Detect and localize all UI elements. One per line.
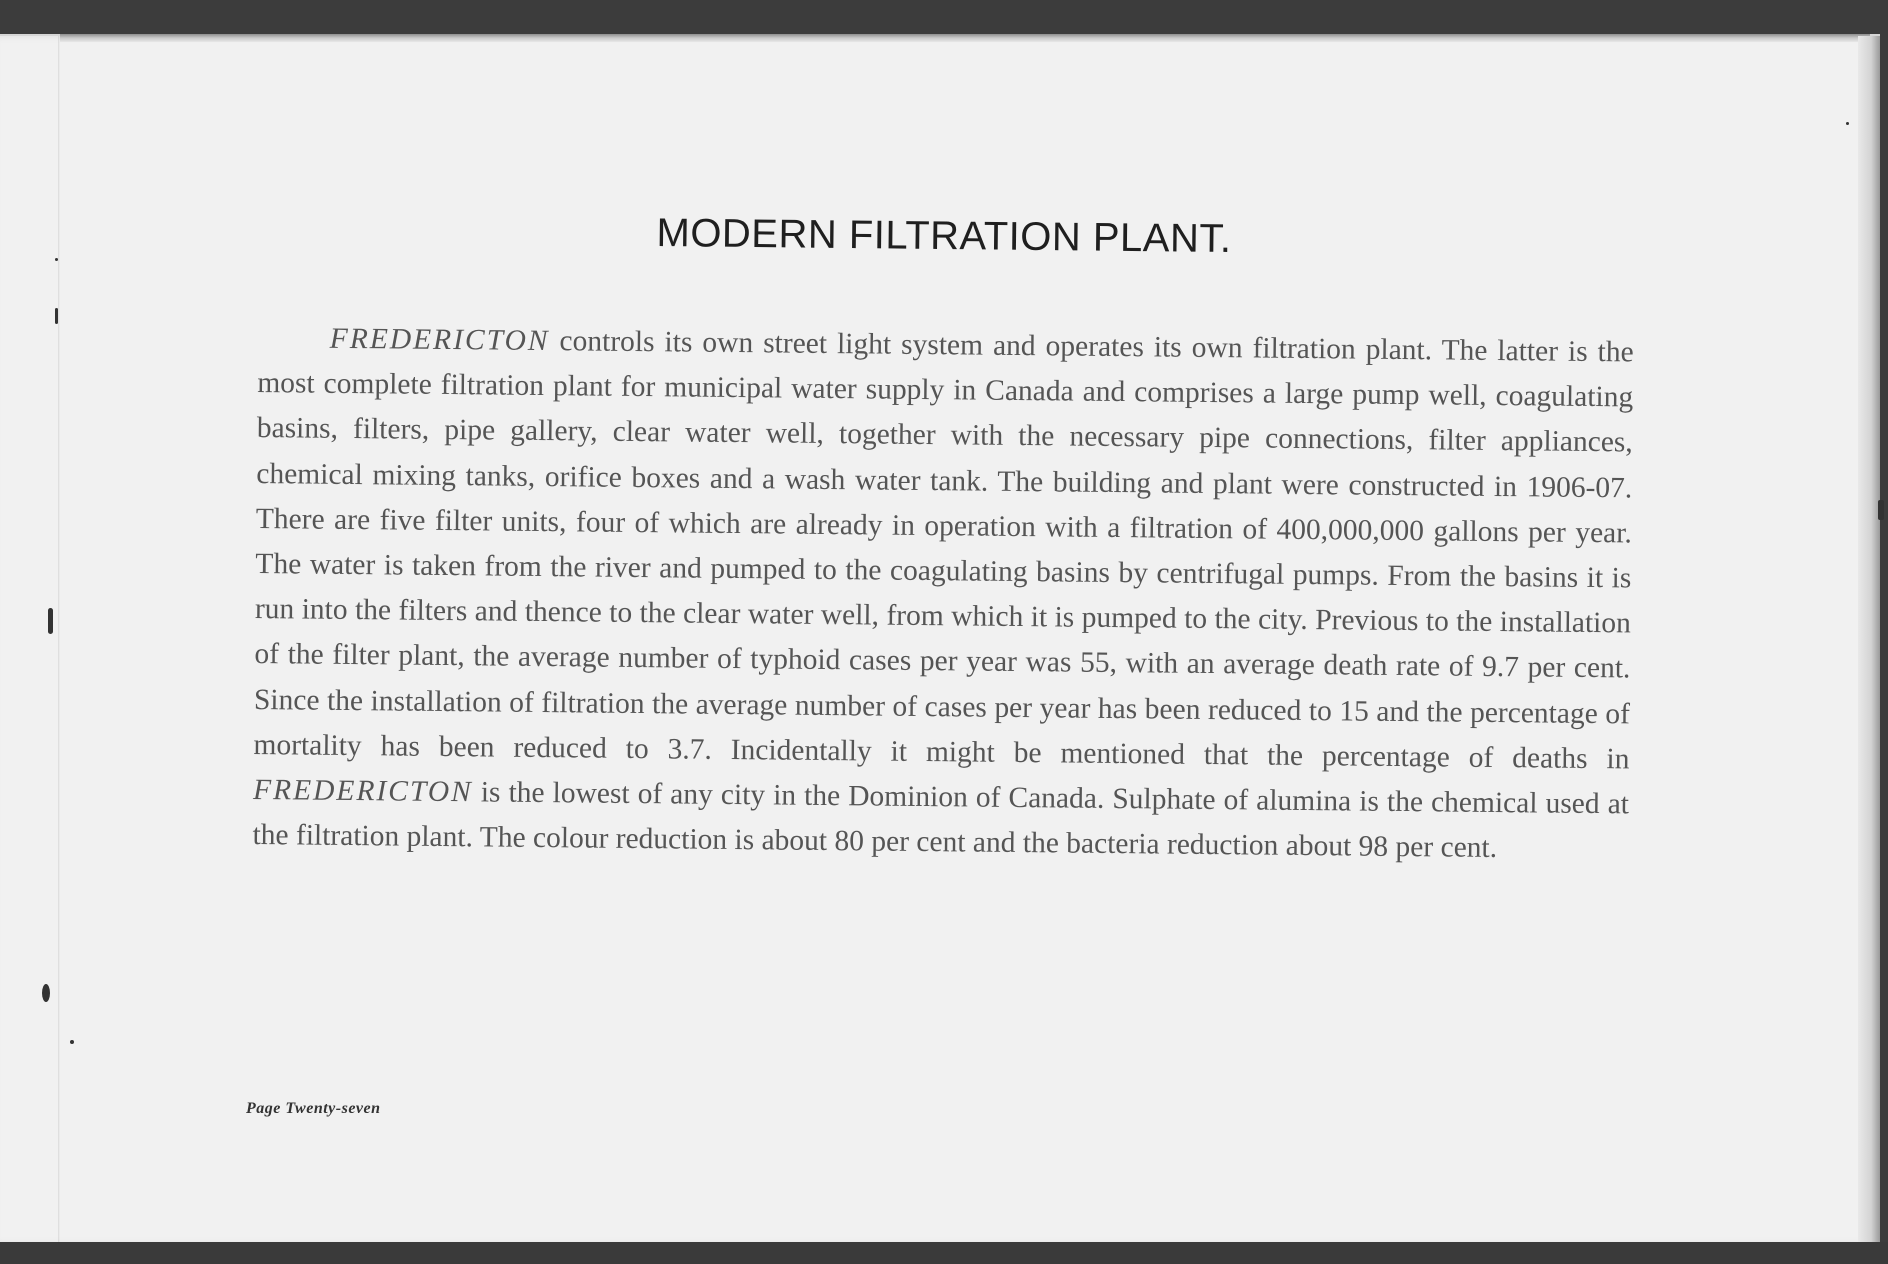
paragraph-text-part-1: controls its own street light system and operates its own filtration plant. The latter is the most complete filtration plant for municipal water supply in Canada and comprises a large pump well, coagulating basins, filters, pipe gallery, clear water well, together with the necessary pipe connections, filter appliances, chemical mixing tanks, orifice boxes and a wash water tank. The building and plant were constructed in 1906-07. There are five filter units, four of which are already in operation with a filtration of 400,000,000 gallons per year. The water is taken from the river and pumped to the coagulating basins by centrifugal pumps. From the basins it is run into the filters and thence to the clear water well, from which it is pumped to the city. Previous to the installation of the filter plant, the average number of typhoid cases per year was 55, with an average death rate of 9.7 per cent. Since the installation of filtration the average number of cases per year has been reduced to 15 and the percentage of mortality has been reduced to 3.7. Incidentally it might be mentioned that the percentage of deaths in — [253, 325, 1634, 776]
scan-speck — [55, 308, 58, 324]
scan-speck — [70, 1040, 74, 1044]
page-title: MODERN FILTRATION PLANT. — [656, 210, 1232, 262]
page-number-footer: Page Twenty-seven — [246, 1100, 381, 1117]
scanner-bottom-band — [0, 1242, 1888, 1264]
page-top-edge — [60, 34, 1870, 42]
page-right-edge — [1858, 36, 1880, 1244]
scan-speck — [1878, 500, 1884, 520]
paragraph-text-part-2: is the lowest of any city in the Dominion of Canada. Sulphate of alumina is the chemical used at the filtration plant. The colour reduction is about 80 per cent and the bacteria reduction about 98 per cent. — [252, 776, 1630, 865]
inline-city-name: FREDERICTON — [252, 774, 473, 809]
scan-speck — [48, 608, 53, 634]
body-paragraph — [252, 316, 1634, 873]
lead-city-name: FREDERICTON — [329, 322, 550, 358]
scan-speck — [42, 984, 50, 1002]
scan-speck — [55, 258, 58, 261]
scan-speck — [1846, 122, 1849, 125]
